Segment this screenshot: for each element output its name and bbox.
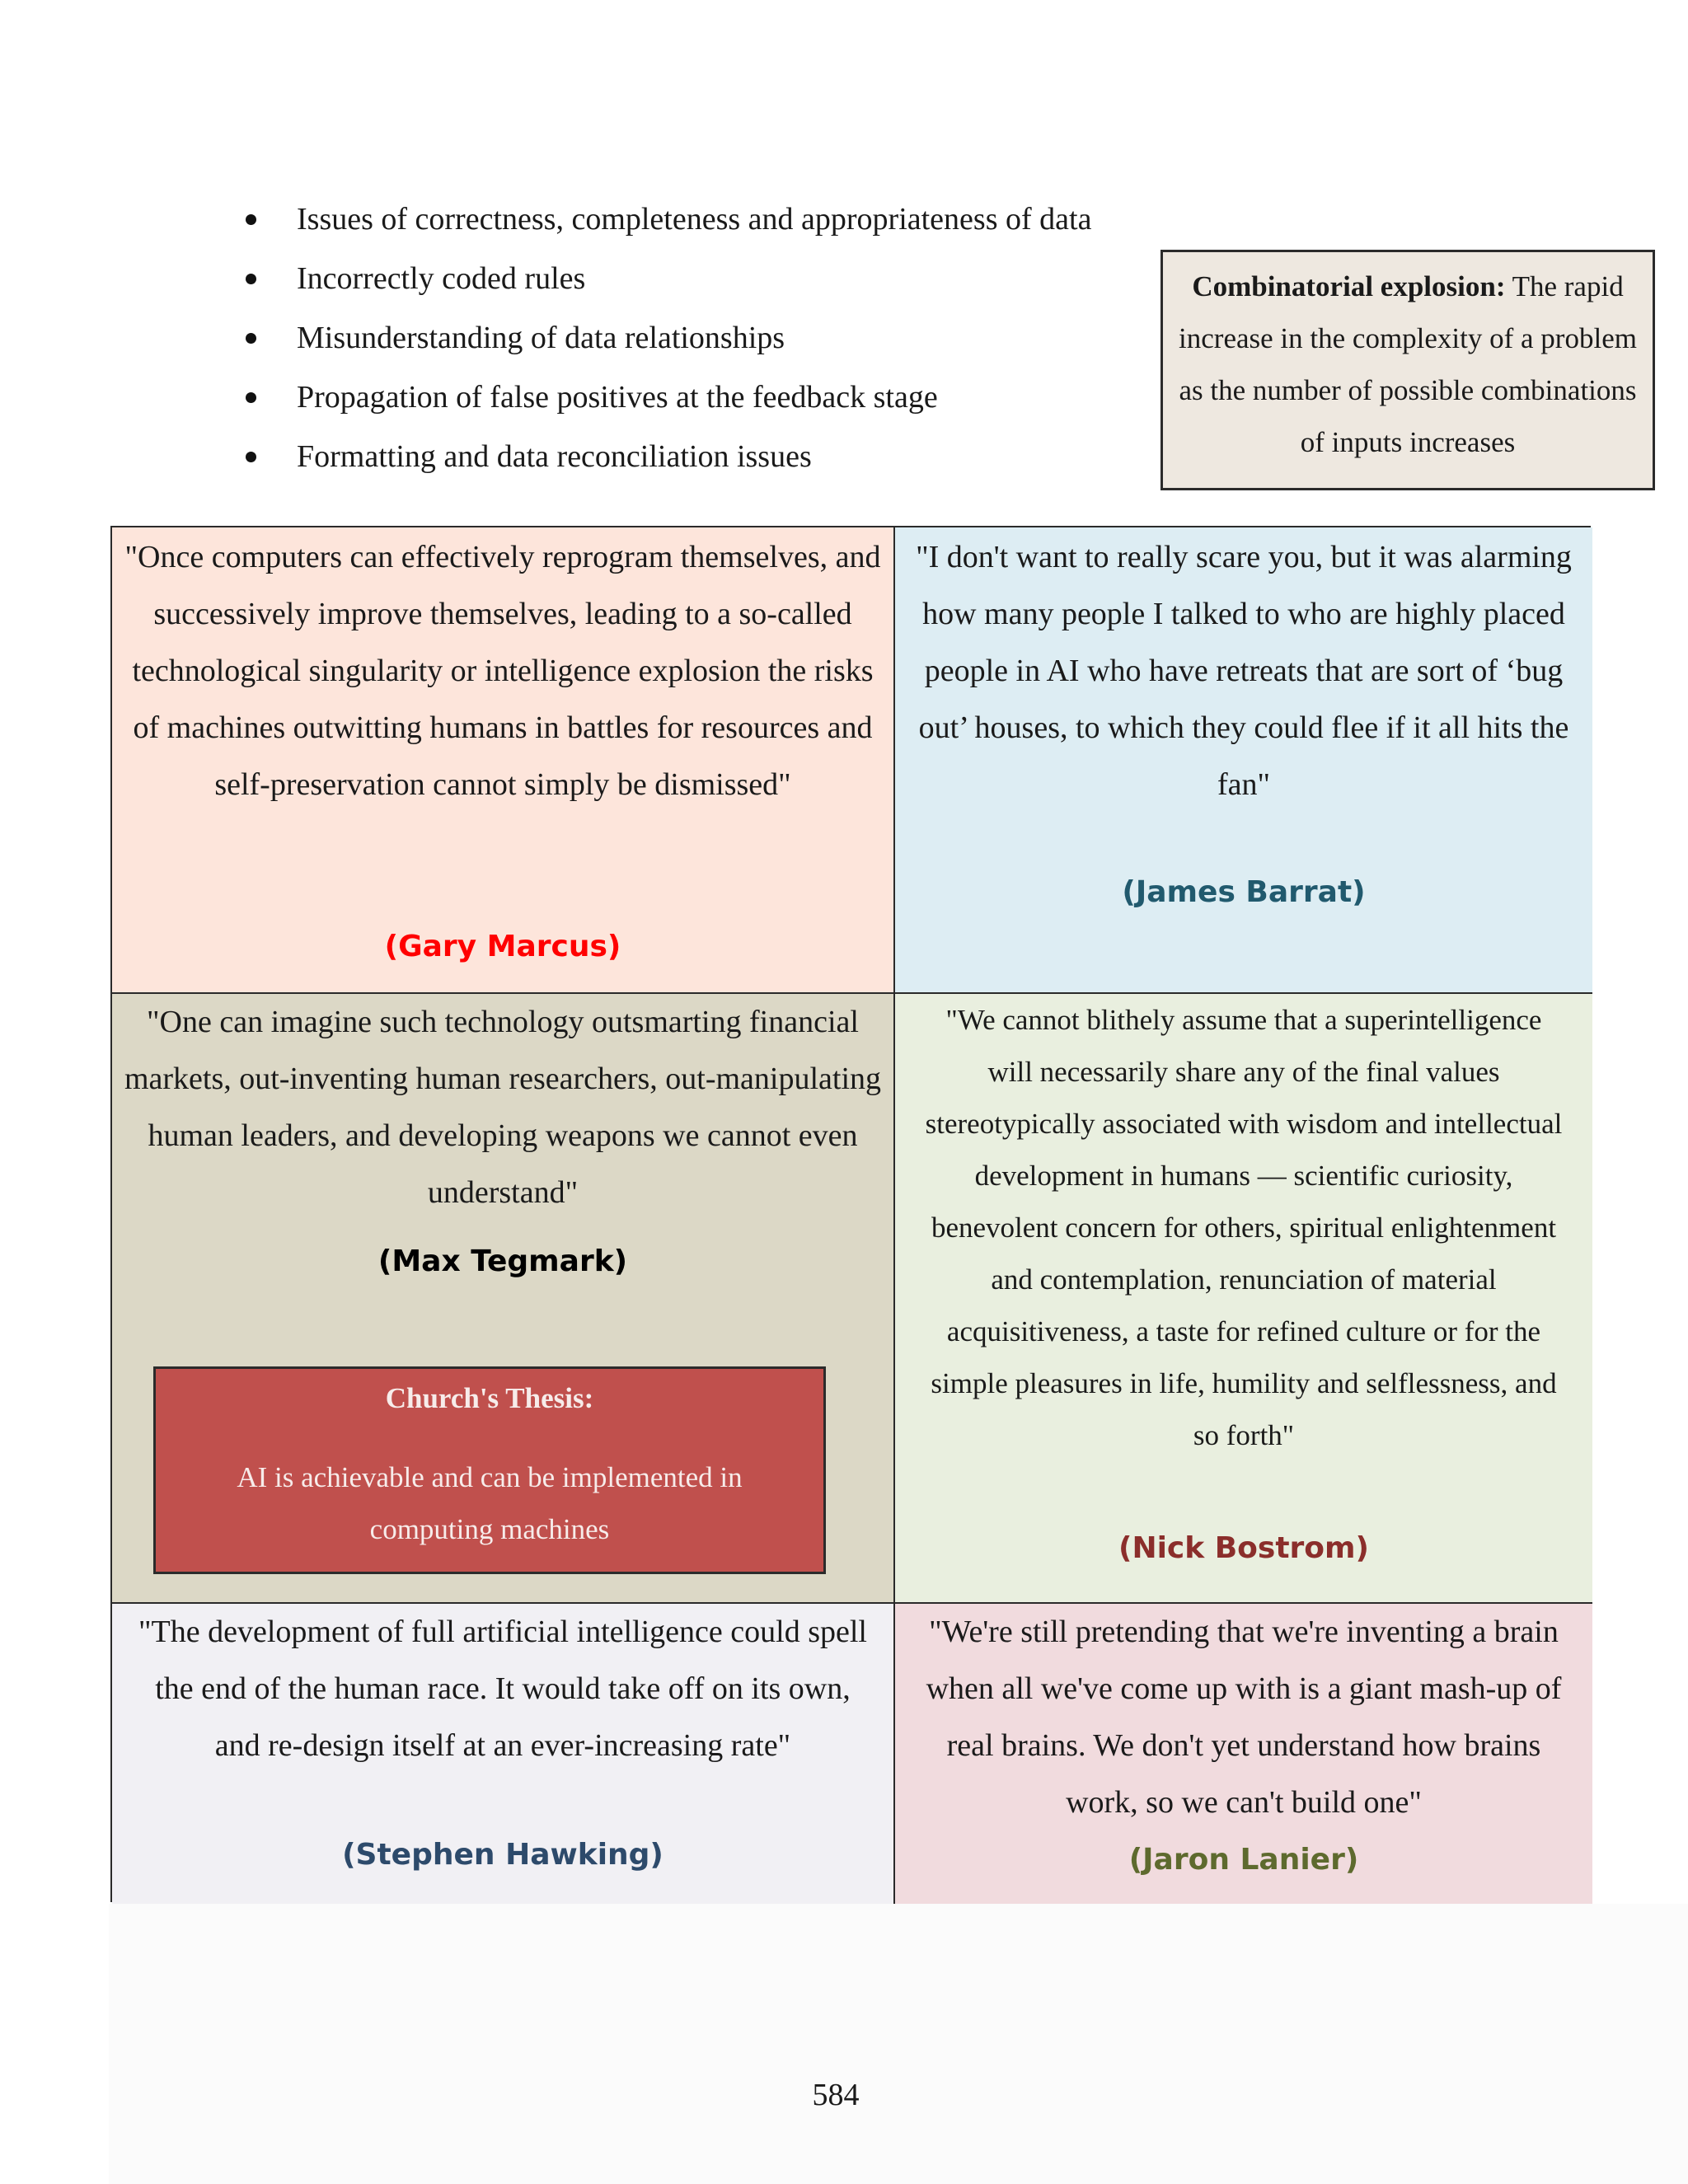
quote-author: (Gary Marcus) [384, 930, 621, 963]
quote-grid [110, 526, 1591, 1902]
bullet-icon [246, 274, 256, 284]
definition-text: The rapid increase in the complexity of a problem as the number of possible combinations of inputs increases [1179, 270, 1637, 458]
quote-cell-stephen-hawking [112, 1604, 895, 1904]
definition-term: Combinatorial explosion: [1192, 270, 1506, 302]
quote-author: (Jaron Lanier) [1128, 1843, 1359, 1877]
bullet-icon [246, 392, 256, 403]
quote-cell-james-barrat [895, 527, 1592, 994]
quote-author: (Stephen Hawking) [342, 1838, 663, 1872]
thesis-text: AI is achievable and can be implemented in computing machines [237, 1461, 743, 1545]
quote-cell-jaron-lanier [895, 1604, 1592, 1904]
quote-text: "We cannot blithely assume that a superintelligence will necessarily share any of the final values stereotypically associated with wisdom and intellectual development in humans — scientific curiosity, benevolent concern for others, spiritual enlightenment and contemplation, renunciation of material acquisitiveness, a taste for refined culture or for the simple pleasures in life, humility and selflessness, and so forth" [925, 1004, 1563, 1451]
bullet-list [239, 194, 1170, 491]
quote-text: "One can imagine such technology outsmarting financial markets, out-inventing human researchers, out-manipulating human leaders, and developing weapons we cannot even understand" [124, 1005, 882, 1210]
bullet-item: Misunderstanding of data relationships [239, 313, 1170, 373]
bullet-item: Formatting and data reconciliation issues [239, 432, 1170, 491]
bullet-icon [246, 333, 256, 344]
quote-author: (James Barrat) [1122, 875, 1366, 909]
bullet-item: Incorrectly coded rules [239, 254, 1170, 313]
thesis-title: Church's Thesis: [385, 1382, 594, 1414]
quote-author: (Max Tegmark) [377, 1244, 628, 1278]
quote-text: "The development of full artificial intelligence could spell the end of the human race. It would take off on its own, and re-design itself at an ever-increasing rate" [138, 1615, 867, 1763]
quote-cell-nick-bostrom [895, 994, 1592, 1604]
thesis-box [153, 1366, 826, 1574]
page-footer-shade [109, 1904, 1688, 2184]
quote-cell-gary-marcus [112, 527, 895, 994]
bullet-item: Propagation of false positives at the feedback stage [239, 373, 1170, 432]
bullet-icon [246, 214, 256, 225]
bullet-icon [246, 452, 256, 462]
quote-text: "We're still pretending that we're inventing a brain when all we've come up with is a giant mash-up of real brains. We don't yet understand how brains work, so we can't build one" [926, 1615, 1562, 1820]
quote-cell-max-tegmark [112, 994, 895, 1604]
definition-box [1160, 250, 1655, 490]
quote-text: "I don't want to really scare you, but it was alarming how many people I talked to who are highly placed people in AI who have retreats that are sort of ‘bug out’ houses, to which they could flee if it all hits the fan" [916, 540, 1572, 802]
quote-text: "Once computers can effectively reprogram themselves, and successively improve themselves, leading to a so-called technological singularity or intelligence explosion the risks of machines outwitting humans in battles for resources and self-preservation cannot simply be dismissed" [124, 540, 881, 802]
page-number: 584 [812, 2078, 860, 2112]
bullet-item: Issues of correctness, completeness and appropriateness of data [239, 194, 1170, 254]
quote-author: (Nick Bostrom) [1118, 1531, 1369, 1565]
